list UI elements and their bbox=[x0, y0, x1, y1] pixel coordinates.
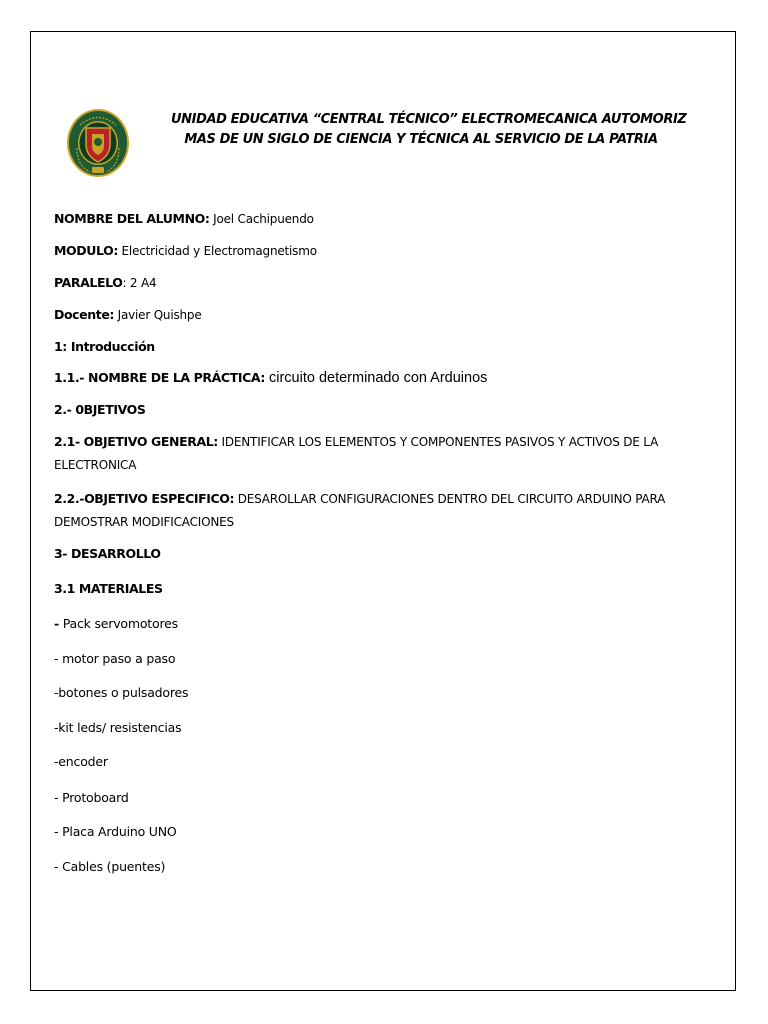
objetivo-especifico bbox=[54, 487, 704, 534]
modulo-value: Electricidad y Electromagnetismo bbox=[117, 244, 317, 258]
list-item bbox=[54, 685, 188, 700]
docente-value: Javier Quishpe bbox=[114, 308, 202, 322]
objetivo-especifico-text: DESAROLLAR CONFIGURACIONES DENTRO DEL CIRCUITO ARDUINO PARA DEMOSTRAR MODIFICACIONES bbox=[54, 492, 666, 529]
list-item bbox=[54, 790, 129, 805]
alumno-label: NOMBRE DEL ALUMNO: bbox=[54, 211, 210, 226]
field-paralelo bbox=[54, 275, 156, 290]
paralelo-value: : 2 A4 bbox=[122, 276, 157, 290]
objetivos-heading: 2.- 0BJETIVOS bbox=[54, 402, 146, 417]
material-text: -kit leds/ resistencias bbox=[54, 720, 182, 735]
desarrollo-heading: 3- DESARROLLO bbox=[54, 546, 161, 561]
list-item bbox=[54, 651, 175, 666]
objetivo-especifico-label: 2.2.-OBJETIVO ESPECIFICO: bbox=[54, 491, 235, 506]
objetivo-general-text: IDENTIFICAR LOS ELEMENTOS Y COMPONENTES PASIVOS Y ACTIVOS DE LA ELECTRONICA bbox=[54, 435, 659, 472]
material-text: -botones o pulsadores bbox=[54, 685, 189, 700]
material-dash: - bbox=[54, 616, 59, 631]
material-text: - motor paso a paso bbox=[54, 651, 176, 666]
practica-value: circuito determinado con Arduinos bbox=[264, 370, 488, 386]
section-practica bbox=[54, 370, 487, 386]
list-item bbox=[54, 754, 108, 769]
modulo-label: MODULO: bbox=[54, 243, 118, 258]
school-crest-logo bbox=[66, 108, 130, 178]
docente-label: Docente: bbox=[54, 307, 115, 322]
objetivo-general-label: 2.1- OBJETIVO GENERAL: bbox=[54, 434, 218, 449]
material-text: - Placa Arduino UNO bbox=[54, 824, 177, 839]
field-modulo bbox=[54, 243, 317, 258]
list-item bbox=[54, 859, 165, 874]
list-item bbox=[54, 824, 177, 839]
section-introduccion bbox=[54, 339, 155, 354]
objetivo-general bbox=[54, 430, 704, 477]
section-desarrollo bbox=[54, 546, 161, 561]
material-text: - Protoboard bbox=[54, 790, 129, 805]
alumno-value: Joel Cachipuendo bbox=[209, 212, 314, 226]
material-text: Pack servomotores bbox=[59, 616, 178, 631]
section-objetivos bbox=[54, 402, 145, 417]
field-docente bbox=[54, 307, 202, 322]
document-page bbox=[30, 31, 736, 991]
list-item bbox=[54, 616, 178, 631]
paralelo-label: PARALELO bbox=[54, 275, 123, 290]
document-header bbox=[171, 110, 687, 150]
section-materiales bbox=[54, 581, 163, 596]
material-text: - Cables (puentes) bbox=[54, 859, 166, 874]
header-title-line1: UNIDAD EDUCATIVA “CENTRAL TÉCNICO” ELECTROMECANICA AUTOMORIZ bbox=[171, 112, 687, 127]
introduccion-heading: 1: Introducción bbox=[54, 339, 155, 354]
list-item bbox=[54, 720, 181, 735]
materiales-heading: 3.1 MATERIALES bbox=[54, 581, 163, 596]
header-title-line2: MAS DE UN SIGLO DE CIENCIA Y TÉCNICA AL SERVICIO DE LA PATRIA bbox=[184, 132, 658, 147]
field-alumno bbox=[54, 211, 314, 226]
practica-label: 1.1.- NOMBRE DE LA PRÁCTICA: bbox=[54, 370, 265, 385]
material-text: -encoder bbox=[54, 754, 108, 769]
